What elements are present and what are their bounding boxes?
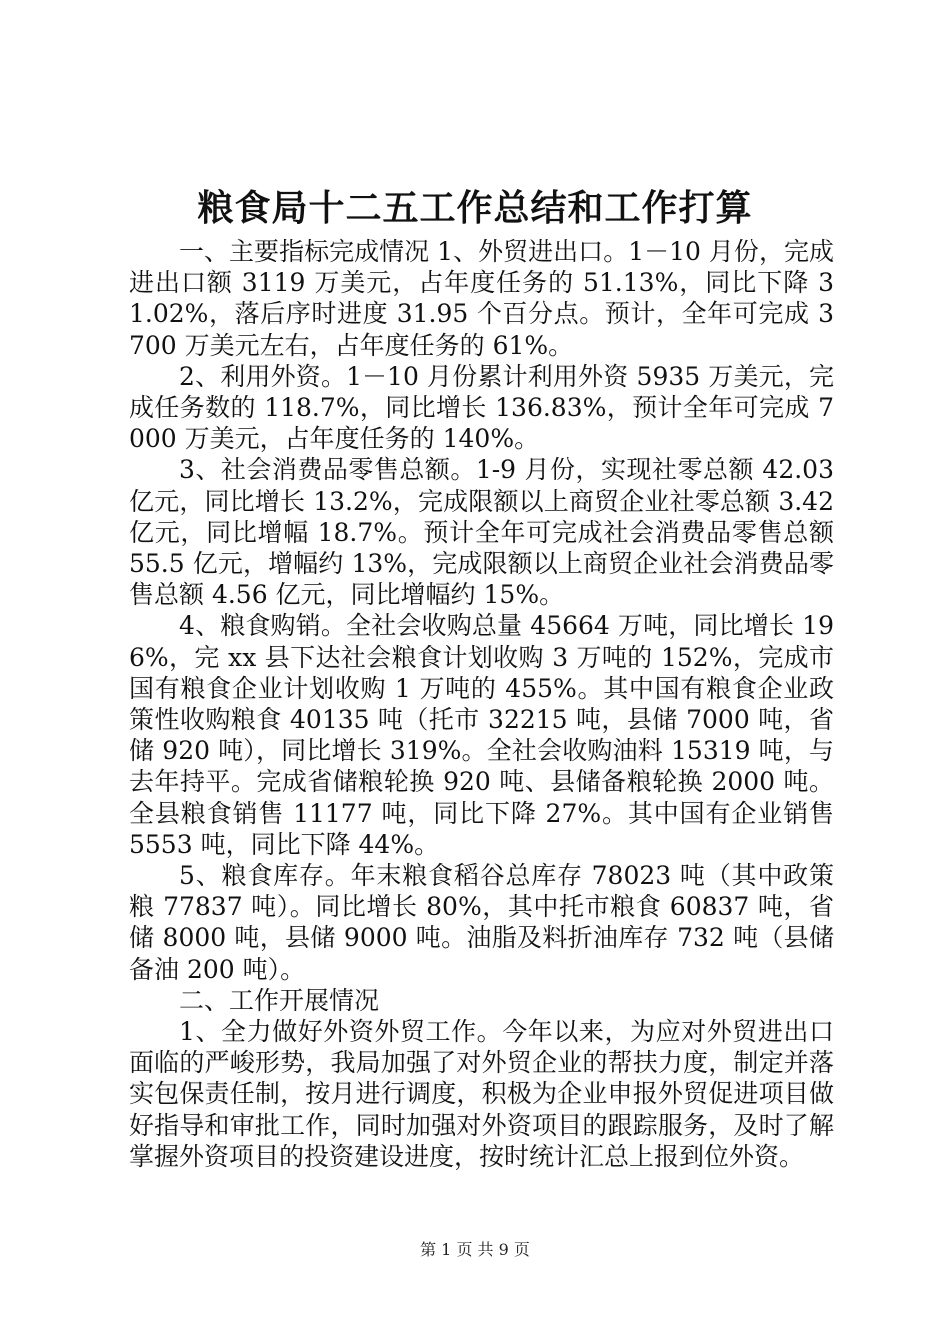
- paragraph-foreign-investment: 2、利用外资。1－10 月份累计利用外资 5935 万美元，完成任务数的 118.7%，同比增长 136.83%，预计全年可完成 7000 万美元，占年度任务的 140%。: [129, 361, 834, 454]
- paragraph-main-indicators-trade: 一、主要指标完成情况 1、外贸进出口。1－10 月份，完成进出口额 3119 万美元，占年度任务的 51.13%，同比下降 31.02%，落后序时进度 31.95 个百分点。预计，全年可完成 3700 万美元左右，占年度任务的 61%。: [129, 237, 834, 360]
- paragraph-retail-sales: 3、社会消费品零售总额。1-9 月份，实现社零总额 42.03 亿元，同比增长 13.2%，完成限额以上商贸企业社零总额 3.42 亿元，同比增幅 18.7%。预计全年可完成社会消费品零售总额 55.5 亿元，增幅约 13%，完成限额以上商贸企业社会消费品零售总额 4.56 亿元，同比增幅约 15%。: [129, 455, 834, 610]
- paragraph-foreign-trade-work: 1、全力做好外资外贸工作。今年以来，为应对外贸进出口面临的严峻形势，我局加强了对外贸企业的帮扶力度，制定并落实包保责任制，按月进行调度，积极为企业申报外贸促进项目做好指导和审批工作，同时加强对外资项目的跟踪服务，及时了解掌握外资项目的投资建设进度，按时统计汇总上报到位外资。: [129, 1017, 834, 1171]
- section-heading-work-progress: 二、工作开展情况: [179, 985, 380, 1015]
- document-body: [129, 236, 834, 1172]
- paragraph-grain-purchase-sales: 4、粮食购销。全社会收购总量 45664 万吨，同比增长 196%，完 xx 县下达社会粮食计划收购 3 万吨的 152%，完成市国有粮食企业计划收购 1 万吨的 455%。其中国有粮食企业政策性收购粮食 40135 吨（托市 32215 吨，县储 7000 吨，省储 920 吨），同比增长 319%。全社会收购油料 15319 吨，与去年持平。完成省储粮轮换 920 吨、县储备粮轮换 2000 吨。全县粮食销售 11177 吨，同比下降 27%。其中国有企业销售 5553 吨，同比下降 44%。: [129, 611, 834, 859]
- paragraph-grain-inventory: 5、粮食库存。年末粮食稻谷总库存 78023 吨（其中政策粮 77837 吨）。同比增长 80%，其中托市粮食 60837 吨，省储 8000 吨，县储 9000 吨。油脂及料折油库存 732 吨（县储备油 200 吨）。: [129, 861, 834, 984]
- document-title: 粮食局十二五工作总结和工作打算: [197, 188, 753, 229]
- page-number-footer: 第 1 页 共 9 页: [420, 1240, 530, 1259]
